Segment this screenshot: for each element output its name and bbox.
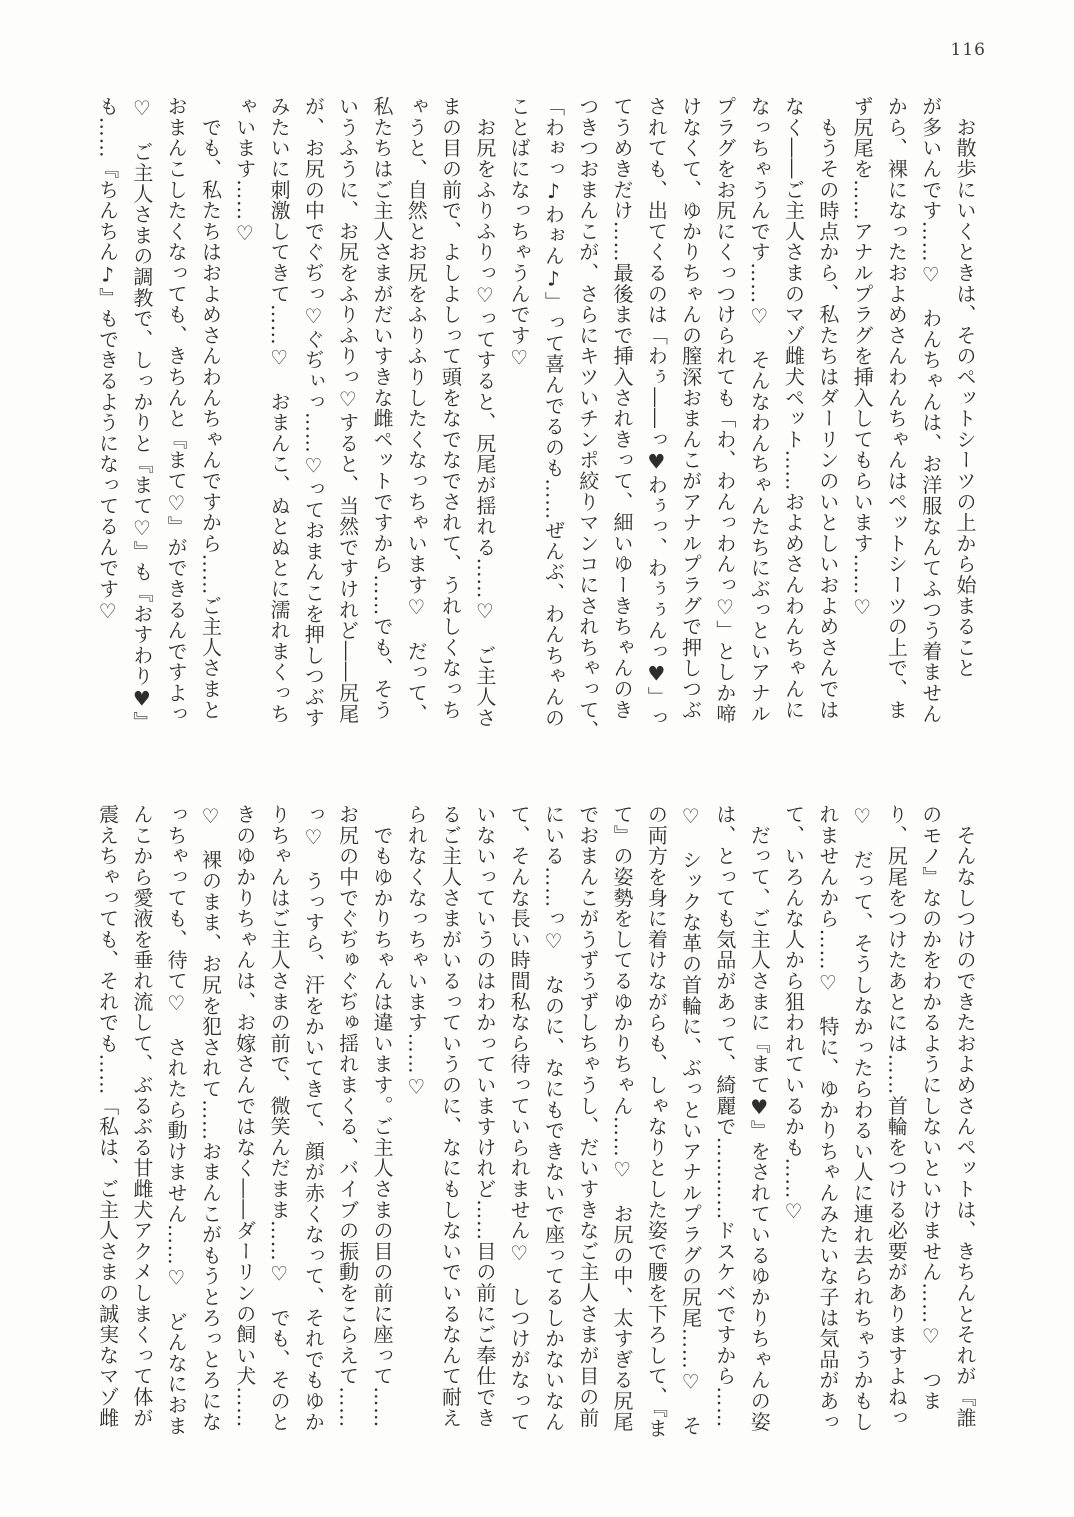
text-column: なっちゃうんです……♡ そんなわんちゃんたちにぶっといアナル	[747, 96, 772, 724]
text-column: つきつおまんこが、さらにキツいチンポ絞りマンコにされちゃって、	[575, 96, 600, 741]
text-column: そんなしつけのできたおよめさんペットは、きちんとそれが『誰	[953, 804, 977, 1428]
text-column: みたいに刺激してきて……♡ おまんこ、ぬとぬとに濡れまくっち	[267, 96, 292, 724]
text-column: られなくなっちゃいます……♡	[404, 804, 429, 1100]
text-column: お散歩にいくときは、そのペットシーツの上から始まること	[953, 96, 977, 679]
text-column: だって、ご主人さまに『まて♥』をされているゆかりちゃんの姿	[747, 804, 772, 1432]
text-column: おまんこしたくなっても、きちんと『まて♡』ができるんですよっ	[164, 96, 189, 724]
text-column: っ♡ うっすら、汗をかいてきて、顔が赤くなって、それでもゆか	[301, 804, 326, 1432]
text-column: の両方を身に着けながらも、しゃなりとした姿で腰を下ろして、『ま	[644, 804, 669, 1439]
text-column: ♡ 裸のまま、お尻を犯されて……おまんこがもうとろっとろにな	[198, 804, 223, 1432]
text-column: てうめきだけ……最後まで挿入されきって、細いゆーきちゃんのき	[610, 96, 635, 720]
text-column: から、裸になったおよめさんわんちゃんはペットシーツの上で、ま	[884, 96, 909, 720]
text-column: お尻の中でぐぢゅぐぢゅ揺れまくる、バイブの振動をこらえて……	[335, 804, 360, 1428]
text-column: るご主人さまがいるっていうのに、なにもしないでいるなんて耐え	[438, 804, 463, 1428]
text-column: まの目の前で、よしよしって頭をなでなでされて、うれしくなっち	[438, 96, 463, 720]
text-column: ことばになっちゃうんです♡	[507, 96, 532, 371]
text-column: は、とっても気品があって、綺麗で…………ドスケベですから……	[712, 804, 737, 1428]
text-column: きのゆかりちゃんは、お嫁さんではなく――ダーリンの飼い犬……	[232, 804, 257, 1428]
text-block-top	[90, 96, 982, 748]
text-column: り、尻尾をつけたあとには……首輪をつける必要がありますよねっ	[884, 804, 909, 1428]
text-column: されても、出てくるのは「わぅ――っ♥わぅっ、わぅぅんっ♥」っ	[644, 96, 669, 728]
text-column: 震えちゃっても、それでも……「私は、ご主人さまの誠実なマゾ雌	[95, 804, 120, 1428]
text-column: ♡ だって、そうしなかったらわるい人に連れ去られちゃうかもし	[850, 804, 875, 1432]
text-column: 私たちはご主人さまがだいすきな雌ペットですから……でも、そう	[369, 96, 394, 720]
page-number: 116	[950, 40, 986, 60]
text-block-bottom	[90, 804, 982, 1462]
text-column: いうふうに、お尻をふりふりっ♡すると、当然ですけれど――尻尾	[335, 96, 360, 724]
text-column: ゃうと、自然とお尻をふりふりしたくなっちゃいます♡ だって、	[404, 96, 429, 724]
text-column: っちゃっても、待て♡ されたら動けません……♡ どんなにおま	[164, 804, 189, 1436]
text-column: プラグをお尻にくっつけられても「わ、わんっわんっ♡」としか啼	[712, 96, 737, 724]
text-column: けなくて、ゆかりちゃんの膣深おまんこがアナルプラグで押しつぶ	[678, 96, 703, 720]
text-column: て』の姿勢をしてるゆかりちゃん……♡ お尻の中、太すぎる尻尾	[610, 804, 635, 1432]
text-column: て、いろんな人から狙われているかも……♡	[781, 804, 806, 1224]
text-column: ♡ ご主人さまの調教で、しっかりと『まて♡』も『おすわり♥』	[129, 96, 154, 732]
text-column: いないっていうのはわかっていますけれど……目の前にご奉仕でき	[472, 804, 497, 1428]
text-column: お尻をふりふりっ♡ってすると、尻尾が揺れる……♡ ご主人さ	[472, 96, 497, 728]
text-column: 「わぉっ♪わぉん♪」って喜んでるのも……ぜんぶ、わんちゃんの	[541, 96, 566, 728]
text-column: れませんから……♡ 特に、ゆかりちゃんみたいな子は気品があっ	[815, 804, 840, 1432]
text-column: りちゃんはご主人さまの前で、微笑んだまま……♡ でも、そのと	[267, 804, 292, 1432]
text-column: でも、私たちはおよめさんわんちゃんですから……ご主人さまと	[198, 96, 223, 720]
text-column: ♡ シックな革の首輪に、ぶっといアナルプラグの尻尾……♡ そ	[678, 804, 703, 1436]
text-column: ず尻尾を……アナルプラグを挿入してもらいます……♡	[850, 96, 875, 620]
text-column: にいる……っ♡ なのに、なにもできないで座ってるしかないなん	[541, 804, 566, 1432]
text-column: が、お尻の中でぐぢっ♡ぐぢぃっ……♡っておまんこを押しつぶす	[301, 96, 326, 728]
text-column: なく――ご主人さまのマゾ雌犬ペット……およめさんわんちゃんに	[781, 96, 806, 720]
text-column: もうその時点から、私たちはダーリンのいとしいおよめさんでは	[815, 96, 840, 720]
text-column: んこから愛液を垂れ流して、ぶるぶる甘雌犬アクメしまくって体が	[129, 804, 154, 1428]
text-column: でおまんこがうずうずしちゃうし、だいすきなご主人さまが目の前	[575, 804, 600, 1428]
text-column: も……『ちんちん♪』もできるようになってるんです♡	[95, 96, 120, 624]
text-column: が多いんです……♡ わんちゃんは、お洋服なんてふつう着ません	[918, 96, 943, 724]
text-column: ゃいます……♡	[232, 96, 257, 246]
text-column: て、そんな長い時間私なら待っていられません♡ しつけがなって	[507, 804, 532, 1432]
text-column: でもゆかりちゃんは違います。ご主人さまの目の前に座って……	[369, 804, 394, 1428]
text-column: のモノ』なのかをわかるようにしないといけません……♡ つま	[918, 804, 943, 1412]
